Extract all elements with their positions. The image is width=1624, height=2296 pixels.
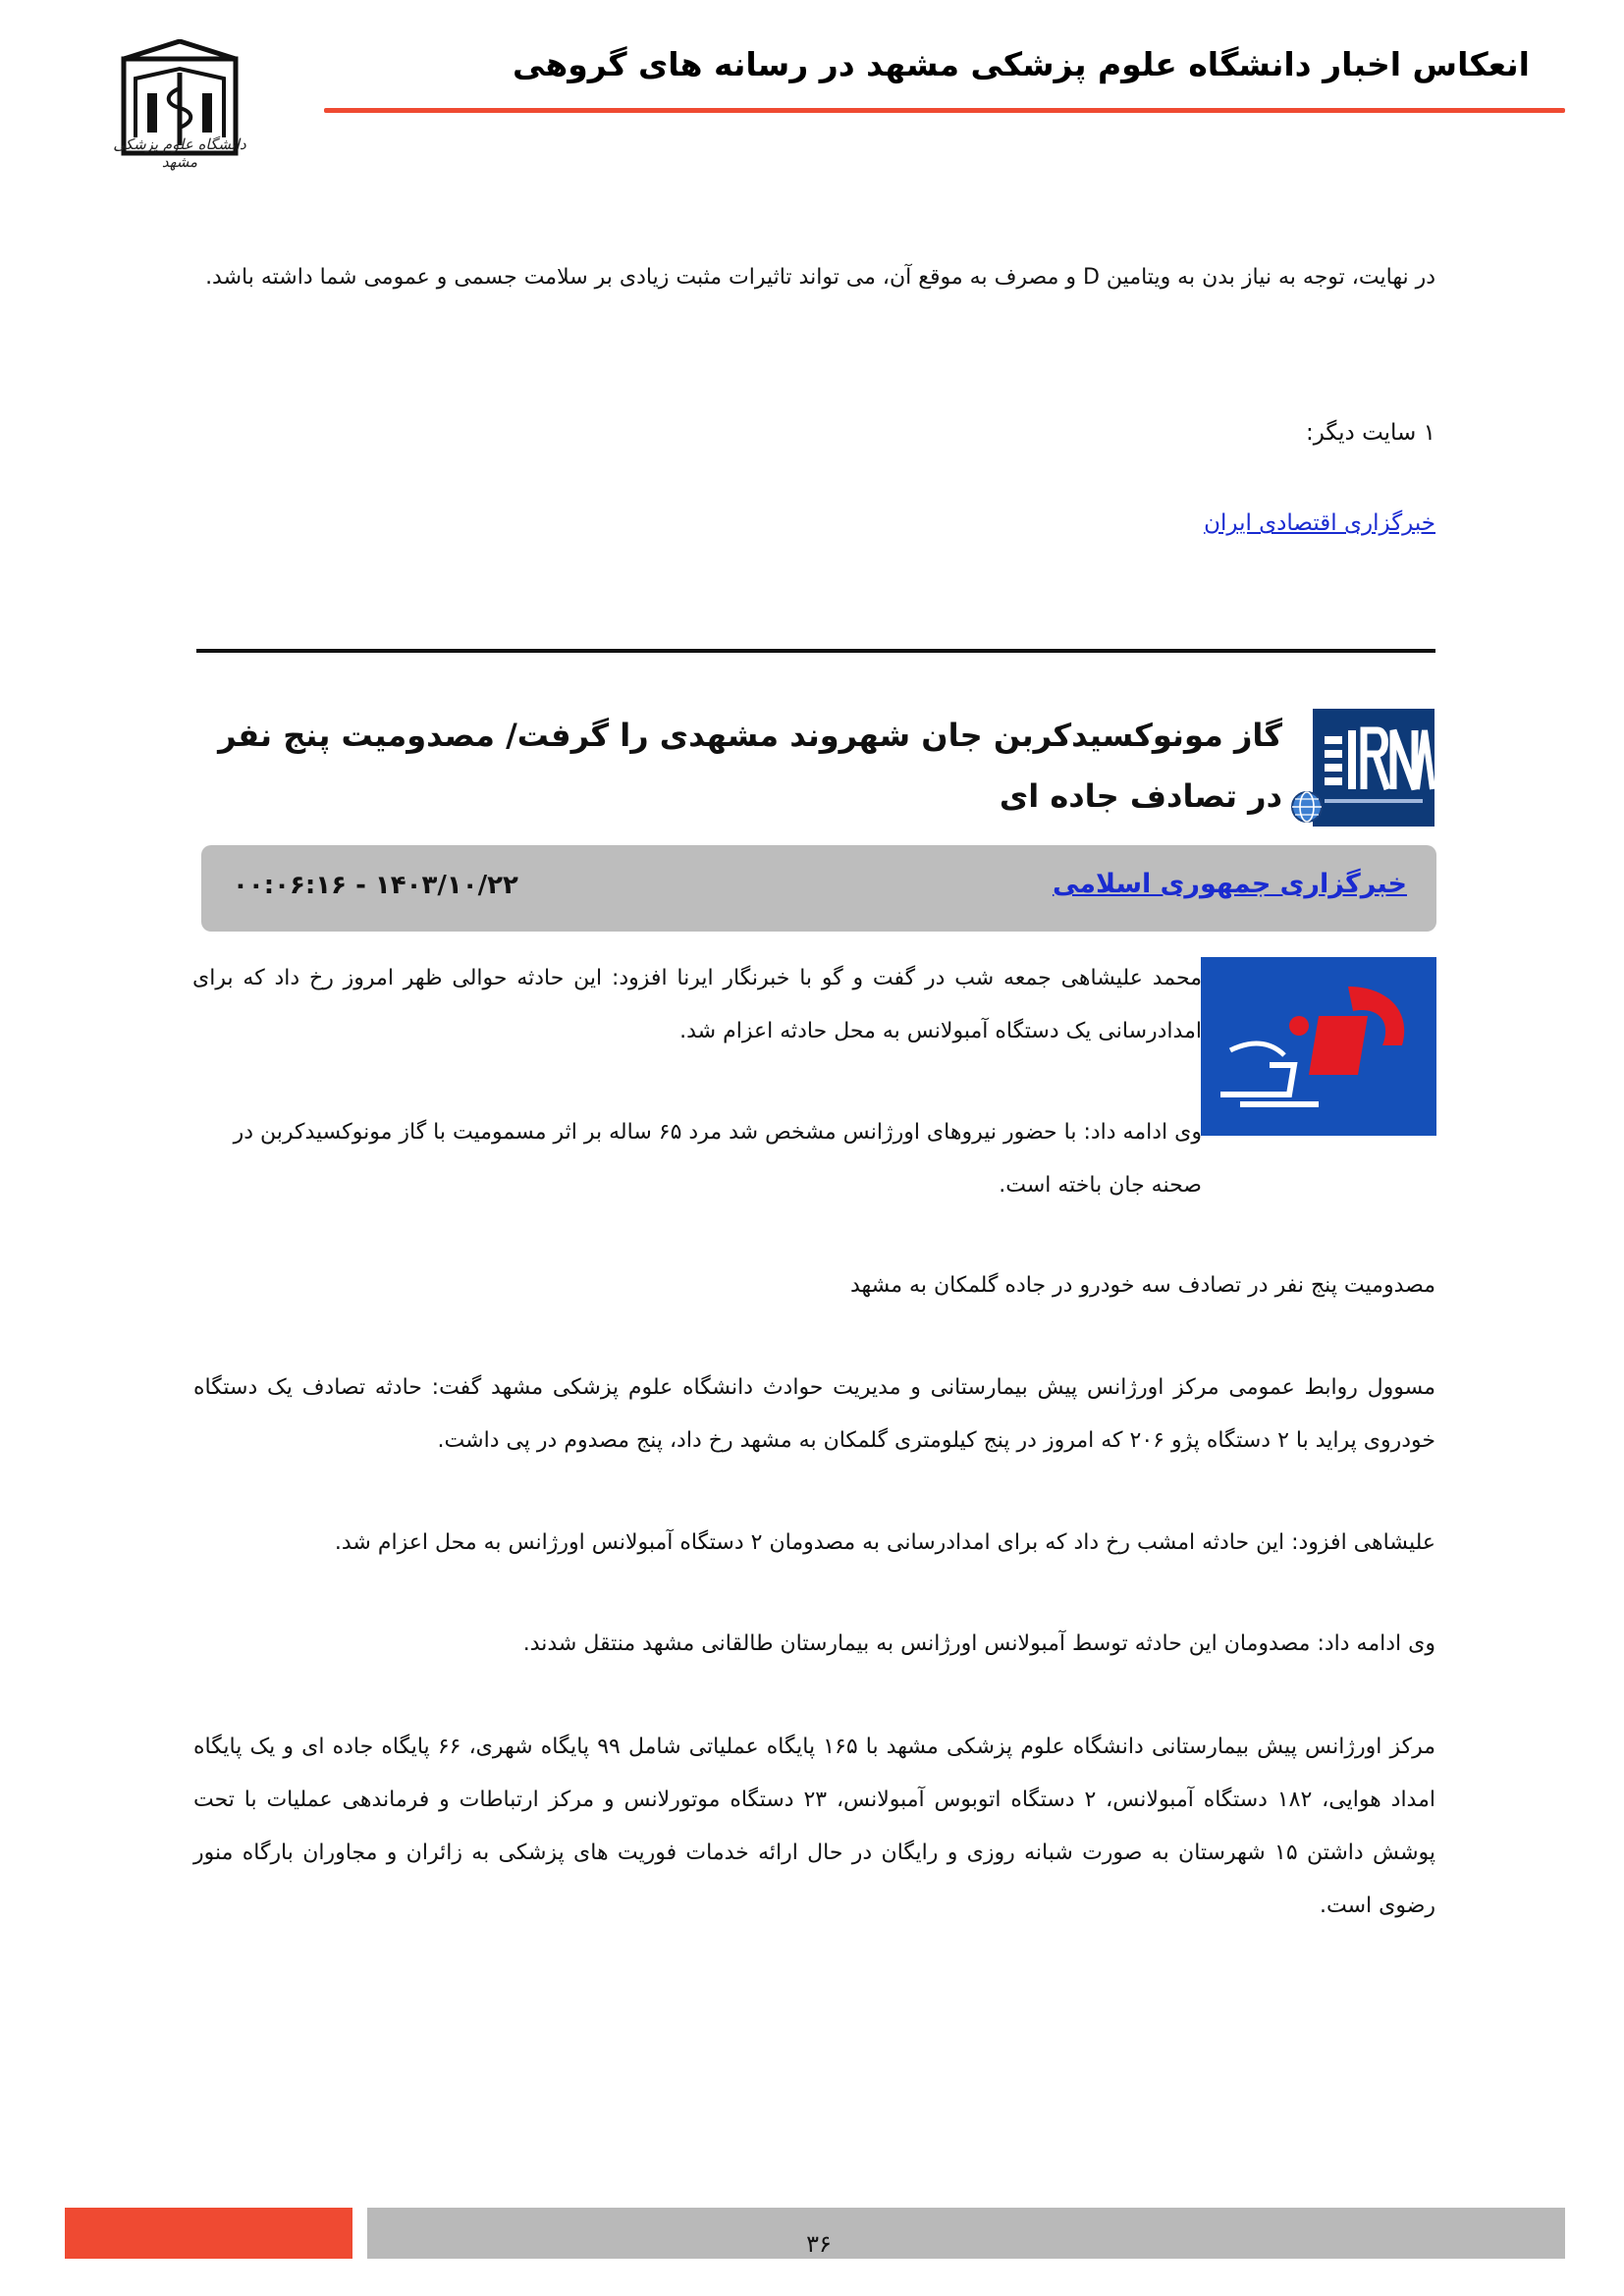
- article-paragraph-3: مصدومیت پنج نفر در تصادف سه خودرو در جاده گلمکان به مشهد: [849, 1273, 1435, 1298]
- logo-caption: دانشگاه علوم پزشکی مشهد: [113, 135, 246, 171]
- header-rule: [324, 108, 1565, 113]
- section-divider: [196, 649, 1435, 653]
- other-sites-label: ۱ سایت دیگر:: [1305, 420, 1435, 446]
- article-source-link[interactable]: خبرگزاری جمهوری اسلامی: [1052, 869, 1407, 899]
- globe-icon: [1290, 790, 1324, 824]
- page-header-title: انعکاس اخبار دانشگاه علوم پزشکی مشهد در رسانه های گروهی: [513, 45, 1530, 83]
- other-site-link[interactable]: خبرگزاری اقتصادی ایران: [1204, 510, 1435, 536]
- irna-logo-icon: [1313, 709, 1435, 827]
- article-meta-bar: [201, 845, 1436, 932]
- article-paragraph-2-text: وی ادامه داد: با حضور نیروهای اورژانس مشخص شد مرد ۶۵ ساله بر اثر مسمومیت با گاز مونوکسیدکربن در صحنه جان باخته است.: [233, 1120, 1202, 1198]
- footer-red-bar: [65, 2208, 352, 2259]
- footer-gray-bar: [367, 2208, 1565, 2259]
- closing-paragraph: در نهایت، توجه به نیاز بدن به ویتامین D و مصرف به موقع آن، می تواند تاثیرات مثبت زیادی بر سلامت جسمی و عمومی شما داشته باشد.: [205, 265, 1435, 290]
- article-paragraph-4: مسوول روابط عمومی مرکز اورژانس پیش بیمارستانی و مدیریت حوادث دانشگاه علوم پزشکی مشهد گفت: حادثه تصادف یک دستگاه خودروی پراید با ۲ دستگاه پژو ۲۰۶ که امروز در پنج کیلومتری گلمکان به مشهد رخ داد، پنج مصدوم در پی داشت.: [193, 1375, 1435, 1453]
- article-title: گاز مونوکسیدکربن جان شهروند مشهدی را گرفت/ مصدومیت پنج نفر در تصادف جاده ای: [218, 717, 1282, 815]
- page-number: ۳۶: [806, 2230, 832, 2258]
- article-paragraph-6: وی ادامه داد: مصدومان این حادثه توسط آمبولانس اورژانس به بیمارستان طالقانی مشهد منتقل شدند.: [522, 1631, 1435, 1656]
- article-paragraph-7: مرکز اورژانس پیش بیمارستانی دانشگاه علوم پزشکی مشهد با ۱۶۵ پایگاه عملیاتی شامل ۹۹ پایگاه شهری، ۶۶ پایگاه جاده ای و یک پایگاه امداد هوایی، ۱۸۲ دستگاه آمبولانس، ۲ دستگاه اتوبوس آمبولانس، ۲۳ دستگاه موتورلانس و مرکز ارتباطات و فرماندهی عملیات با تحت پوشش داشتن ۱۵ شهرستان به صورت شبانه روزی و رایگان در حال ارائه خدمات فوریت های پزشکی به زائران و مجاوران بارگاه منور رضوی است.: [193, 1735, 1435, 1918]
- article-paragraph-1: محمد علیشاهی جمعه شب در گفت و گو با خبرنگار ایرنا افزود: این حادثه حوالی ظهر امروز رخ داد که برای امدادرسانی یک دستگاه آمبولانس به محل حادثه اعزام شد.: [192, 966, 1202, 1043]
- article-datetime: ۱۴۰۳/۱۰/۲۲ - ۰۰:۰۶:۱۶: [233, 871, 518, 900]
- article-paragraph-5: علیشاهی افزود: این حادثه امشب رخ داد که برای امدادرسانی به مصدومان ۲ دستگاه آمبولانس اورژانس به محل اعزام شد.: [334, 1530, 1435, 1555]
- article-paragraph-2: [193, 1106, 1435, 1212]
